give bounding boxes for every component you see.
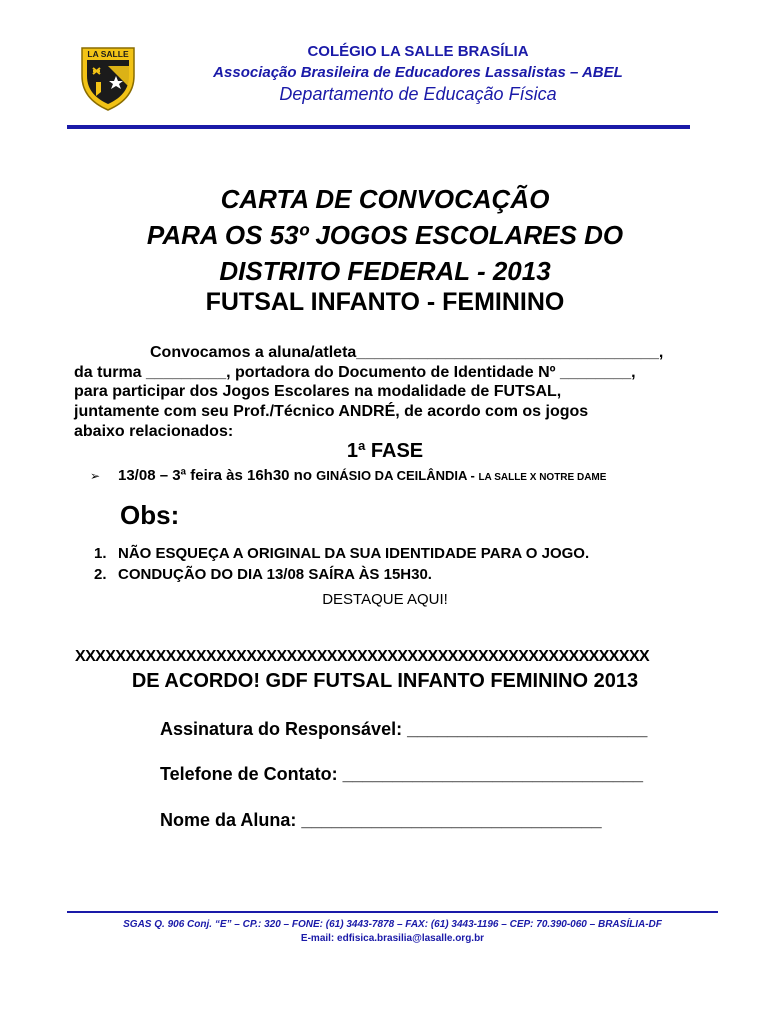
la-salle-shield-logo xyxy=(78,42,138,112)
body-line-4: juntamente com seu Prof./Técnico ANDRÉ, de acordo com os jogos xyxy=(74,403,589,420)
obs-item-number: 1. xyxy=(94,545,107,562)
agreement-heading: DE ACORDO! GDF FUTSAL INFANTO FEMININO 2013 xyxy=(131,670,639,692)
obs-item-text: CONDUÇÃO DO DIA 13/08 SAÍRA ÀS 15H30. xyxy=(118,566,432,583)
title-line-3: DISTRITO FEDERAL - 2013 xyxy=(219,256,551,286)
footer-divider xyxy=(67,911,718,913)
header-divider xyxy=(67,125,690,129)
detach-here-label: DESTAQUE AQUI! xyxy=(322,591,448,608)
phase-title: 1ª FASE xyxy=(346,440,424,462)
game-schedule xyxy=(118,467,606,484)
game-separator: - xyxy=(466,468,479,483)
obs-title: Obs: xyxy=(120,500,180,530)
body-line-2: da turma _________, portadora do Documento de Identidade Nº ________, xyxy=(74,364,636,381)
logo-text: LA SALLE xyxy=(87,49,129,59)
department-name: Departamento de Educação Física xyxy=(279,84,557,104)
footer-email: E-mail: edfisica.brasilia@lasalle.org.br xyxy=(300,933,485,944)
title-line-4: FUTSAL INFANTO - FEMININO xyxy=(205,288,565,316)
footer-address: SGAS Q. 906 Conj. “E” – CP.: 320 – FONE: (61) 3443-7878 – FAX: (61) 3443-1196 – CEP: 70.390-060 – BRASÍLIA-DF xyxy=(123,919,662,930)
bullet-arrow-icon: ➢ xyxy=(90,469,101,483)
responsible-signature-field: Assinatura do Responsável: ________________________ xyxy=(160,719,648,739)
body-line-5: abaixo relacionados: xyxy=(74,423,234,440)
obs-item-text: NÃO ESQUEÇA A ORIGINAL DA SUA IDENTIDADE PARA O JOGO. xyxy=(118,545,590,562)
cut-line: XXXXXXXXXXXXXXXXXXXXXXXXXXXXXXXXXXXXXXXXXXXXXXXXXXXXXXXXX xyxy=(75,648,650,665)
game-date: 13/08 – 3ª feira às 16h30 no xyxy=(118,467,317,484)
title-line-1: CARTA DE CONVOCAÇÃO xyxy=(220,184,550,214)
game-venue: GINÁSIO DA CEILÂNDIA xyxy=(316,468,467,483)
school-name: COLÉGIO LA SALLE BRASÍLIA xyxy=(307,43,529,60)
game-match: LA SALLE X NOTRE DAME xyxy=(478,472,607,483)
body-line-1: Convocamos a aluna/atleta__________________________________, xyxy=(150,344,664,361)
title-line-2: PARA OS 53º JOGOS ESCOLARES DO xyxy=(146,220,624,250)
contact-phone-field: Telefone de Contato: ______________________________ xyxy=(160,764,643,784)
association-name: Associação Brasileira de Educadores Lassalistas – ABEL xyxy=(213,64,623,81)
student-name-field: Nome da Aluna: ______________________________ xyxy=(160,810,602,830)
body-line-3: para participar dos Jogos Escolares na modalidade de FUTSAL, xyxy=(74,383,562,400)
obs-item-number: 2. xyxy=(94,566,107,583)
